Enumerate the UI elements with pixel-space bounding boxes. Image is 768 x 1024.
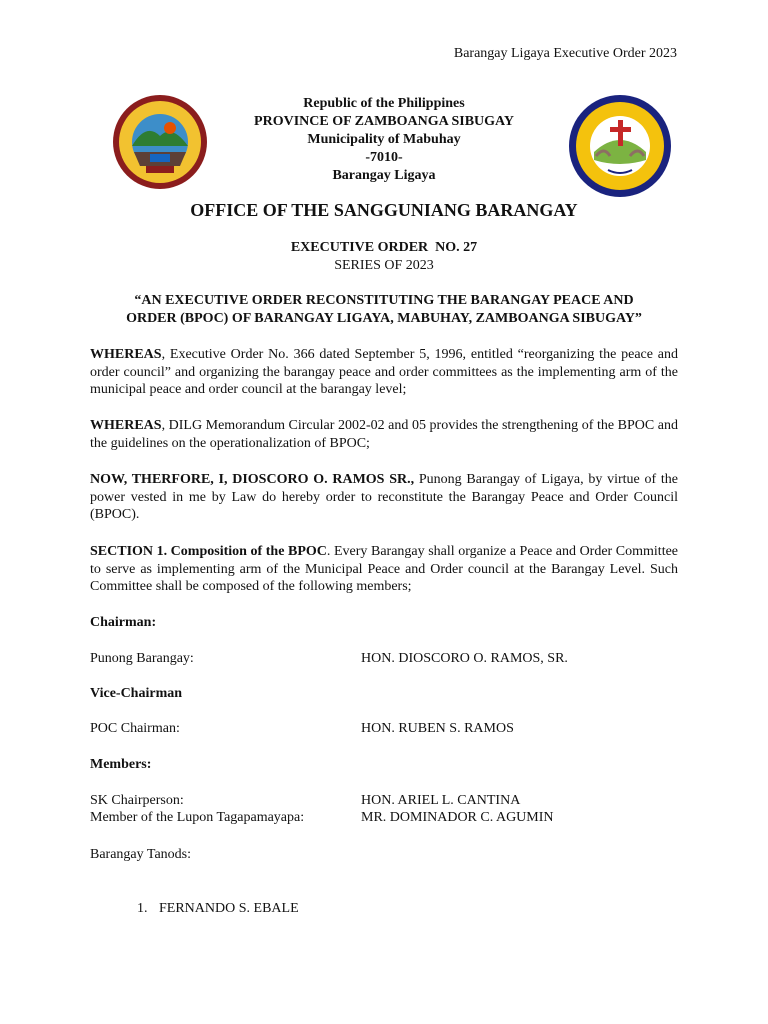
order-title-line-1: “AN EXECUTIVE ORDER RECONSTITUTING THE BARANGAY PEACE AND	[134, 293, 634, 308]
vice-chairman-role: POC Chairman:	[90, 721, 180, 736]
section-1-text: . Every Barangay shall organize a Peace and Order Committee to serve as implementing arm of the Municipal Peace and Order council at the Barangay Level. Such Committee shall be composed of the following members;	[90, 544, 679, 594]
vice-chairman-heading: Vice-Chairman	[90, 686, 183, 701]
chairman-role: Punong Barangay:	[90, 651, 194, 666]
member-name: HON. ARIEL L. CANTINA	[361, 793, 521, 808]
tanod-list-number: 1.	[137, 901, 148, 916]
section-1-paragraph	[90, 543, 678, 596]
tanod-list-item: FERNANDO S. EBALE	[159, 901, 299, 916]
tanods-label: Barangay Tanods:	[90, 847, 192, 862]
whereas-text: , Executive Order No. 366 dated September 5, 1996, entitled “reorganizing the peace and order council” and organizing the barangay peace and order committees as the implementing arm of the municipal peace and order council at the barangay level;	[90, 347, 678, 397]
now-therefore-paragraph	[90, 471, 678, 524]
whereas-lead: WHEREAS	[90, 418, 162, 433]
member-role: SK Chairperson:	[90, 793, 184, 808]
letterhead	[0, 95, 768, 185]
whereas-paragraph-2	[90, 417, 678, 452]
order-title	[90, 292, 678, 328]
chairman-heading: Chairman:	[90, 615, 157, 630]
order-number: EXECUTIVE ORDER NO. 27	[290, 240, 478, 255]
members-heading: Members:	[90, 757, 152, 772]
letterhead-barangay: Barangay Ligaya	[332, 168, 436, 183]
order-title-line-2: ORDER (BPOC) OF BARANGAY LIGAYA, MABUHAY, ZAMBOANGA SIBUGAY”	[126, 311, 642, 326]
member-role: Member of the Lupon Tagapamayapa:	[90, 810, 305, 825]
letterhead-province: PROVINCE OF ZAMBOANGA SIBUGAY	[254, 114, 514, 129]
now-therefore-text: Punong Barangay of Ligaya, by virtue of the power vested in me by Law do hereby order to reconstitute the Barangay Peace and Order Council (BPOC).	[90, 472, 678, 522]
section-1-lead: SECTION 1. Composition of the BPOC	[90, 544, 327, 559]
running-header: Barangay Ligaya Executive Order 2023	[453, 46, 677, 61]
vice-chairman-name: HON. RUBEN S. RAMOS	[361, 721, 514, 736]
letterhead-country: Republic of the Philippines	[303, 96, 465, 111]
order-series: SERIES OF 2023	[334, 258, 434, 273]
office-title: OFFICE OF THE SANGGUNIANG BARANGAY	[190, 200, 578, 220]
whereas-lead: WHEREAS	[90, 347, 162, 362]
whereas-paragraph-1	[90, 346, 678, 399]
letterhead-zip: -7010-	[365, 150, 403, 165]
chairman-name: HON. DIOSCORO O. RAMOS, SR.	[361, 651, 568, 666]
whereas-text: , DILG Memorandum Circular 2002-02 and 05 provides the strengthening of the BPOC and the guidelines on the operationalization of BPOC;	[90, 418, 678, 451]
now-therefore-lead: NOW, THERFORE, I, DIOSCORO O. RAMOS SR.,	[90, 472, 415, 487]
member-name: MR. DOMINADOR C. AGUMIN	[361, 810, 554, 825]
letterhead-municipality: Municipality of Mabuhay	[307, 132, 461, 147]
